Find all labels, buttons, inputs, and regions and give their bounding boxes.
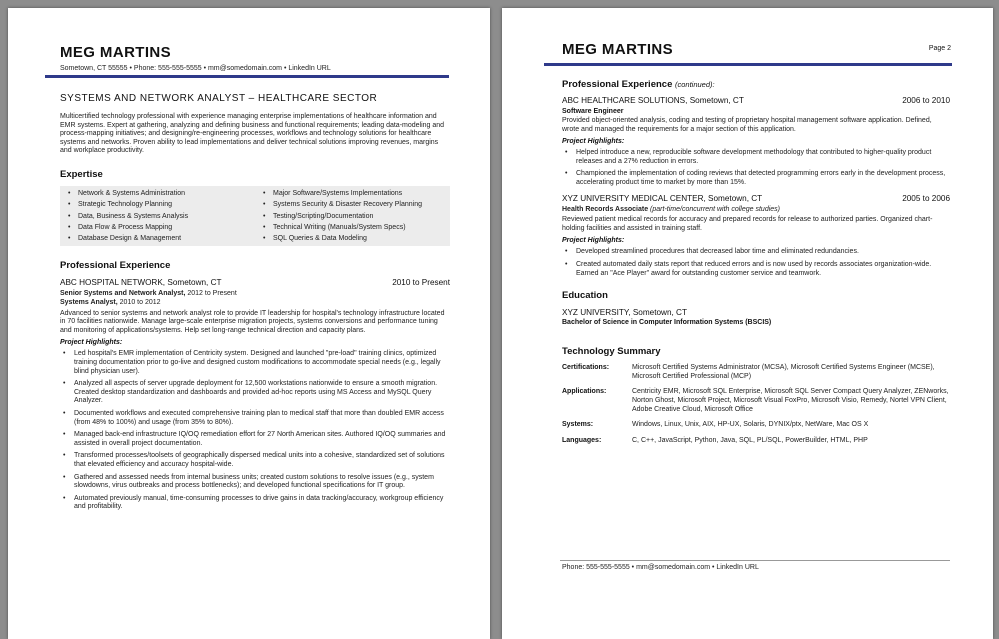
expertise-right-list (255, 188, 450, 244)
tech-row (562, 421, 950, 430)
job1-highlights-label: Project Highlights: (60, 339, 123, 347)
job1-role1-title: Senior Systems and Network Analyst, (60, 290, 186, 298)
resume-page-2 (502, 8, 993, 639)
experience-heading-text: Professional Experience (562, 79, 673, 90)
highlight-bullet: • Automated previously manual, time-consuming processes to drive gains in data tracking/accuracy, workgroup efficiency and profitability. (60, 495, 450, 512)
school-name: XYZ UNIVERSITY, Sometown, CT (562, 308, 687, 318)
job3-company: XYZ UNIVERSITY MEDICAL CENTER, Sometown, CT (562, 193, 763, 203)
job2-header (562, 96, 950, 105)
tech-summary-heading: Technology Summary (562, 346, 661, 358)
job1-role1 (60, 290, 450, 299)
continued-label: (continued): (675, 80, 715, 89)
job2-dates: 2006 to 2010 (902, 96, 950, 105)
tech-label: Certifications: (562, 364, 610, 372)
education-heading: Education (562, 290, 608, 302)
tech-row (562, 364, 950, 381)
job1-description: Advanced to senior systems and network analyst role to provide IT leadership for hospital's technology infrastructure located in 70 facilities nationwide. Manage large-scale enterprise migration projects, systems conversions and performance tuning and monitoring of applications/systems. Help set long-range technical direction and capacity plans. (60, 309, 445, 334)
expertise-box (60, 186, 450, 246)
job3-role-note: (part-time/concurrent with college studies) (648, 205, 780, 213)
highlight-bullet: • Analyzed all aspects of server upgrade deployment for 12,500 workstations nationwide to ensure a smooth migration. Created desktop standardization and dashboards and provided ad-hoc reports using MS Access and MySQL Query Analyzer. (60, 380, 450, 406)
job2-role: Software Engineer (562, 108, 624, 115)
highlight-bullet: • Led hospital's EMR implementation of Centricity system. Designed and launched "pre-load" training clinics, optimized training documentation prior to go-live and designed custom modifications to accommodate special needs (e.g., legally blind physician user). (60, 350, 450, 376)
headline-title: SYSTEMS AND NETWORK ANALYST – HEALTHCARE SECTOR (60, 93, 378, 104)
job1-company: ABC HOSPITAL NETWORK, Sometown, CT (60, 278, 222, 288)
footer-rule (560, 560, 950, 561)
degree: Bachelor of Science in Computer Information Systems (BSCIS) (562, 319, 772, 327)
job2-description: Provided object-oriented analysis, coding and testing of proprietary hospital management software application. Defined, wrote and managed the requirements for a major section of this application. (562, 117, 932, 133)
job3-header (562, 194, 950, 203)
resume-page-1 (8, 8, 490, 639)
highlight-bullet: • Helped introduce a new, reproducible software development methodology that contributed to higher-quality product releases and a 27% reduction in errors. (562, 149, 950, 166)
expertise-item: • Systems Security & Disaster Recovery Planning (255, 199, 450, 210)
job1-header (60, 278, 450, 287)
highlight-bullet: • Championed the implementation of coding reviews that detected programming errors early in the development process, accelerating product time to market by more than 15%. (562, 170, 950, 187)
highlight-bullet: • Transformed processes/toolsets of geographically dispersed medical units into a cohesive, standardized set of solutions that elevated efficiency and accuracy hospital-wide. (60, 452, 450, 469)
job3-dates: 2005 to 2006 (902, 193, 950, 203)
experience-heading: Professional Experience (60, 260, 171, 272)
job1-highlights-list (60, 350, 450, 512)
highlight-bullet: • Developed streamlined procedures that decreased labor time and eliminated redundancies. (562, 248, 950, 257)
contact-line: Sometown, CT 55555 • Phone: 555-555-5555 • mm@somedomain.com • LinkedIn URL (60, 65, 331, 72)
job3-description: Reviewed patient medical records for accuracy and prepared records for release to authorized parties. Organized chart-holding facilities and assisted in training staff. (562, 216, 933, 232)
tech-row (562, 388, 950, 414)
job1-role2 (60, 299, 450, 308)
job1-role1-dates: 2012 to Present (185, 290, 237, 298)
candidate-name-p2: MEG MARTINS (562, 41, 674, 58)
highlight-bullet: • Gathered and assessed needs from internal business units; created custom solutions to resolve issues (e.g., system slowdowns, virus outbreaks and process bottlenecks); and developed functional specifications for IT group. (60, 474, 450, 491)
job2-highlights-list (562, 149, 950, 187)
summary-paragraph: Multicertified technology professional with experience managing enterprise implementations of healthcare information and EMR systems. Expert at gathering, analyzing and defining business and functional requirements; leading data-modeling and process-mapping initiatives; and designing/re-engineering processes, workflows and technology solutions for healthcare systems and networks. Proven ability to lead implementations and deliver technical solutions improving revenues, margins and workplace productivity. (60, 113, 445, 155)
job1-role2-dates: 2010 to 2012 (117, 299, 161, 307)
expertise-item: • Data, Business & Systems Analysis (60, 211, 255, 222)
tech-value: C, C++, JavaScript, Python, Java, SQL, PL/SQL, PowerBuilder, HTML, PHP (632, 436, 868, 444)
job1-dates: 2010 to Present (392, 278, 450, 288)
job1-role2-title: Systems Analyst, (60, 299, 118, 307)
expertise-item: • Major Software/Systems Implementations (255, 188, 450, 199)
expertise-item: • Database Design & Management (60, 233, 255, 244)
tech-value: Windows, Linux, Unix, AIX, HP-UX, Solaris, DYNIX/ptx, NetWare, Mac OS X (632, 421, 869, 429)
footer-contact: Phone: 555-555-5555 • mm@somedomain.com • LinkedIn URL (562, 564, 759, 571)
tech-label: Languages: (562, 436, 602, 444)
highlight-bullet: • Created automated daily stats report that reduced errors and is now used by records associates organization-wide. Earned an "Ace Player" award for outstanding customer service and teamwork. (562, 261, 950, 278)
expertise-item: • SQL Queries & Data Modeling (255, 233, 450, 244)
expertise-left-list (60, 188, 255, 244)
header-rule (45, 75, 449, 78)
job3-highlights-list (562, 248, 950, 278)
tech-summary-list (562, 364, 950, 445)
candidate-name: MEG MARTINS (60, 44, 172, 61)
expertise-heading: Expertise (60, 168, 103, 180)
expertise-item: • Strategic Technology Planning (60, 199, 255, 210)
tech-label: Applications: (562, 388, 607, 396)
expertise-item: • Testing/Scripting/Documentation (255, 211, 450, 222)
job3-role (562, 206, 950, 215)
expertise-item: • Network & Systems Administration (60, 188, 255, 199)
job2-highlights-label: Project Highlights: (562, 138, 625, 146)
tech-value: Microsoft Certified Systems Administrator (MCSA), Microsoft Certified Systems Engineer (MCSE), Microsoft Certified Professional (MCP) (632, 364, 935, 380)
page-number: Page 2 (928, 45, 951, 52)
job2-company: ABC HEALTHCARE SOLUTIONS, Sometown, CT (562, 96, 744, 105)
tech-row (562, 437, 950, 446)
expertise-item: • Technical Writing (Manuals/System Specs) (255, 222, 450, 233)
highlight-bullet: • Documented workflows and executed comprehensive training plan to medical staff that more than doubled EMR access (from 48% to 100%) and usage (from 35% to 80%). (60, 410, 450, 427)
job3-role-title: Health Records Associate (562, 205, 649, 213)
highlight-bullet: • Managed back-end infrastructure IQ/OQ remediation effort for 27 North American sites. Authored IQ/OQ summaries and assisted in overall project documentation. (60, 431, 450, 448)
tech-value: Centricity EMR, Microsoft SQL Enterprise, Microsoft SQL Server Compact Query Analyzer, ZENworks, Norton Ghost, Microsoft Project, Microsoft Visual FoxPro, Microsoft Visio, Remedy, Nortel VPN Client, Adobe Creative Cloud, Microsoft Office (632, 388, 949, 413)
experience-heading-p2 (562, 79, 950, 90)
header-rule-p2 (544, 63, 952, 66)
tech-label: Systems: (562, 421, 594, 429)
expertise-item: • Data Flow & Process Mapping (60, 222, 255, 233)
job3-highlights-label: Project Highlights: (562, 237, 625, 245)
